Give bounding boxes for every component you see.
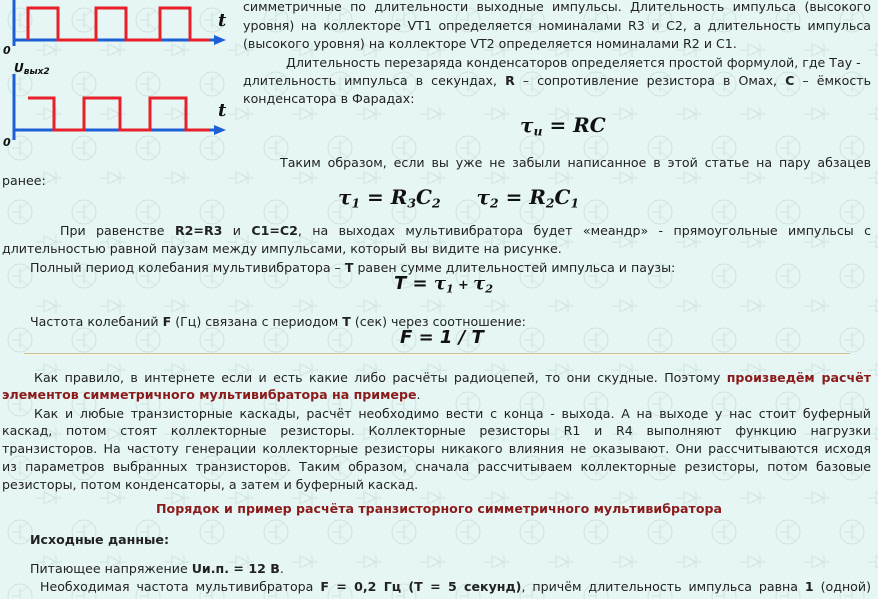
freq-f: F (162, 314, 172, 329)
formula-r2-sub: 2 (545, 195, 555, 211)
required-line (40, 578, 871, 596)
equal-line-2: длительностью равной паузам между импульсами, который вы видите на рисунке. (2, 241, 562, 256)
required-one: 1 (804, 579, 814, 594)
formula-tau-sub: u (533, 123, 543, 139)
formula-t2-sub: 2 (489, 195, 499, 211)
equal-text-c: и (222, 223, 252, 238)
formula-r3-sub: 3 (407, 195, 417, 211)
thus-line-1: Таким образом, если вы уже не забыли написанное в этой статье на пару абзацев (280, 155, 871, 170)
formula-frequency: F = 1 / T (400, 327, 484, 348)
axis-t-top-label: t (218, 10, 227, 31)
formula-r2: R (529, 185, 546, 209)
formula-c1: C (554, 185, 571, 209)
calc-line-2 (2, 386, 421, 404)
formula-tau-rhs: RC (573, 113, 606, 137)
zero-top-label: 0 (3, 44, 11, 57)
recharge-text-2d: – ёмкость (794, 73, 872, 88)
period-t: T (344, 260, 354, 275)
formula-period-eq: = (406, 273, 434, 294)
cascade-line-3: транзисторов. На частоту генерации коллекторные резисторы никакого влияния не оказывают. Они рассчитываются исходя (2, 441, 871, 456)
formula-t2: τ (476, 185, 490, 209)
recharge-line-2 (243, 72, 871, 90)
formula-c1-sub: 1 (570, 195, 580, 211)
calc-highlight-1: произведём расчёт (726, 370, 871, 385)
required-text-c: , причём длительность импульса равна (521, 579, 805, 594)
intro-line-1: симметричные по длительности выходные импульсы. Длительность импульса (высокого (243, 0, 871, 14)
cascade-line-4: из параметров выбранных транзисторов. Таким образом, сначала рассчитываем коллекторные резисторы, потом базовые (2, 459, 871, 474)
calc-line-1 (34, 369, 871, 387)
formula-period-t2-sub: 2 (485, 282, 494, 296)
cascade-line-1: Как и любые транзисторные каскады, расчёт необходимо вести с конца - выхода. А на выходе у нас стоит буферный (34, 406, 871, 421)
formula-t1-t2 (338, 185, 579, 211)
wave-signal-top (28, 8, 210, 40)
section-divider (24, 353, 850, 355)
uout2-main: U (14, 61, 24, 75)
wave-axis-bottom-arrow (214, 125, 226, 135)
equal-text-a: При равенстве (60, 223, 175, 238)
recharge-line-3: конденсатора в Фарадах: (243, 91, 415, 106)
supply-text-a: Питающее напряжение (30, 561, 192, 576)
uout2-label (14, 61, 50, 77)
freq-text-c: (Гц) связана с периодом (171, 314, 343, 329)
recharge-line-1 (286, 54, 871, 72)
thus-line-2: ранее: (2, 173, 46, 188)
formula-period (394, 273, 493, 295)
freq-t: T (342, 314, 351, 329)
recharge-r: R (505, 73, 515, 88)
formula-t1: τ (338, 185, 352, 209)
formula-tau-rc (520, 113, 606, 139)
required-text-a: Необходимая частота мультивибратора (40, 579, 321, 594)
section-heading: Порядок и пример расчёта транзисторного симметричного мультивибратора (156, 501, 722, 516)
formula-t2-eq: = (498, 185, 530, 209)
cascade-line-5: резисторы, потом конденсаторы, а затем и буферный каскад. (2, 477, 419, 492)
zero-bottom-label: 0 (3, 136, 11, 149)
formula-period-t2: τ (473, 273, 486, 294)
wave-signal-bottom (28, 98, 210, 130)
freq-text-e: (сек) через соотношение: (350, 314, 526, 329)
required-text-e: (одной) (813, 579, 871, 594)
supply-value: Uи.п. = 12 В (191, 561, 280, 576)
equal-line-1 (60, 222, 871, 240)
calc-highlight-2: элементов симметричного мультивибратора на примере (2, 387, 417, 402)
calc-text-period: . (416, 387, 421, 402)
formula-period-t1-sub: 1 (446, 282, 454, 296)
recharge-text-2a: длительность импульса в секундах, (243, 73, 506, 88)
cascade-line-2: каскад, потом стоят коллекторные резисторы. Коллекторные резисторы R1 и R4 выполняют функцию нагрузки (2, 423, 871, 438)
period-line-1 (30, 259, 675, 277)
period-text-c: равен сумме длительностей импульса и паузы: (353, 260, 676, 275)
supply-text-c: . (279, 561, 284, 576)
recharge-c: C (785, 73, 795, 88)
recharge-text-2b: – сопротивление резистора в Омах, (514, 73, 786, 88)
wave-axis-top-arrow (214, 35, 226, 45)
equal-text-e: , на выходах мультивибратора будет «меандр» - прямоугольные импульсы с (297, 223, 872, 238)
intro-line-3: (высокого уровня) на коллекторе VT2 определяется номиналами R2 и C1. (243, 36, 737, 51)
formula-c2: C (416, 185, 432, 209)
formula-period-t1: τ (433, 273, 447, 294)
period-text-a: Полный период колебания мультивибратора – (30, 260, 345, 275)
formula-t1-eq: = (360, 185, 391, 209)
formula-t1-sub: 1 (351, 195, 361, 211)
formula-tau-symbol: τ (520, 113, 534, 137)
recharge-text-1: Длительность перезаряда конденсаторов определяется простой формулой, где Тау - (286, 55, 861, 70)
formula-period-plus: + (453, 277, 474, 292)
waveform-graph (0, 0, 240, 160)
supply-line (30, 560, 284, 578)
intro-line-2: уровня) на коллекторе VT1 определяется номиналами R3 и C2, а длительность импульса (243, 18, 871, 33)
equal-r: R2=R3 (174, 223, 223, 238)
freq-text-a: Частота колебаний (30, 314, 163, 329)
uout2-sub: вых2 (23, 67, 50, 77)
equal-c: C1=C2 (251, 223, 298, 238)
formula-tau-eq: = (542, 113, 574, 137)
formula-period-lhs: T (394, 273, 407, 294)
axis-t-bottom-label: t (218, 100, 227, 121)
calc-text-a: Как правило, в интернете если и есть какие либо расчёты радиоцепей, то они скудные. Поэтому (34, 370, 727, 385)
initial-data-heading: Исходные данные: (30, 532, 170, 547)
required-freq: F = 0,2 Гц (T = 5 секунд) (320, 579, 522, 594)
formula-r3: R (390, 185, 408, 209)
formula-c2-sub: 2 (431, 195, 441, 211)
